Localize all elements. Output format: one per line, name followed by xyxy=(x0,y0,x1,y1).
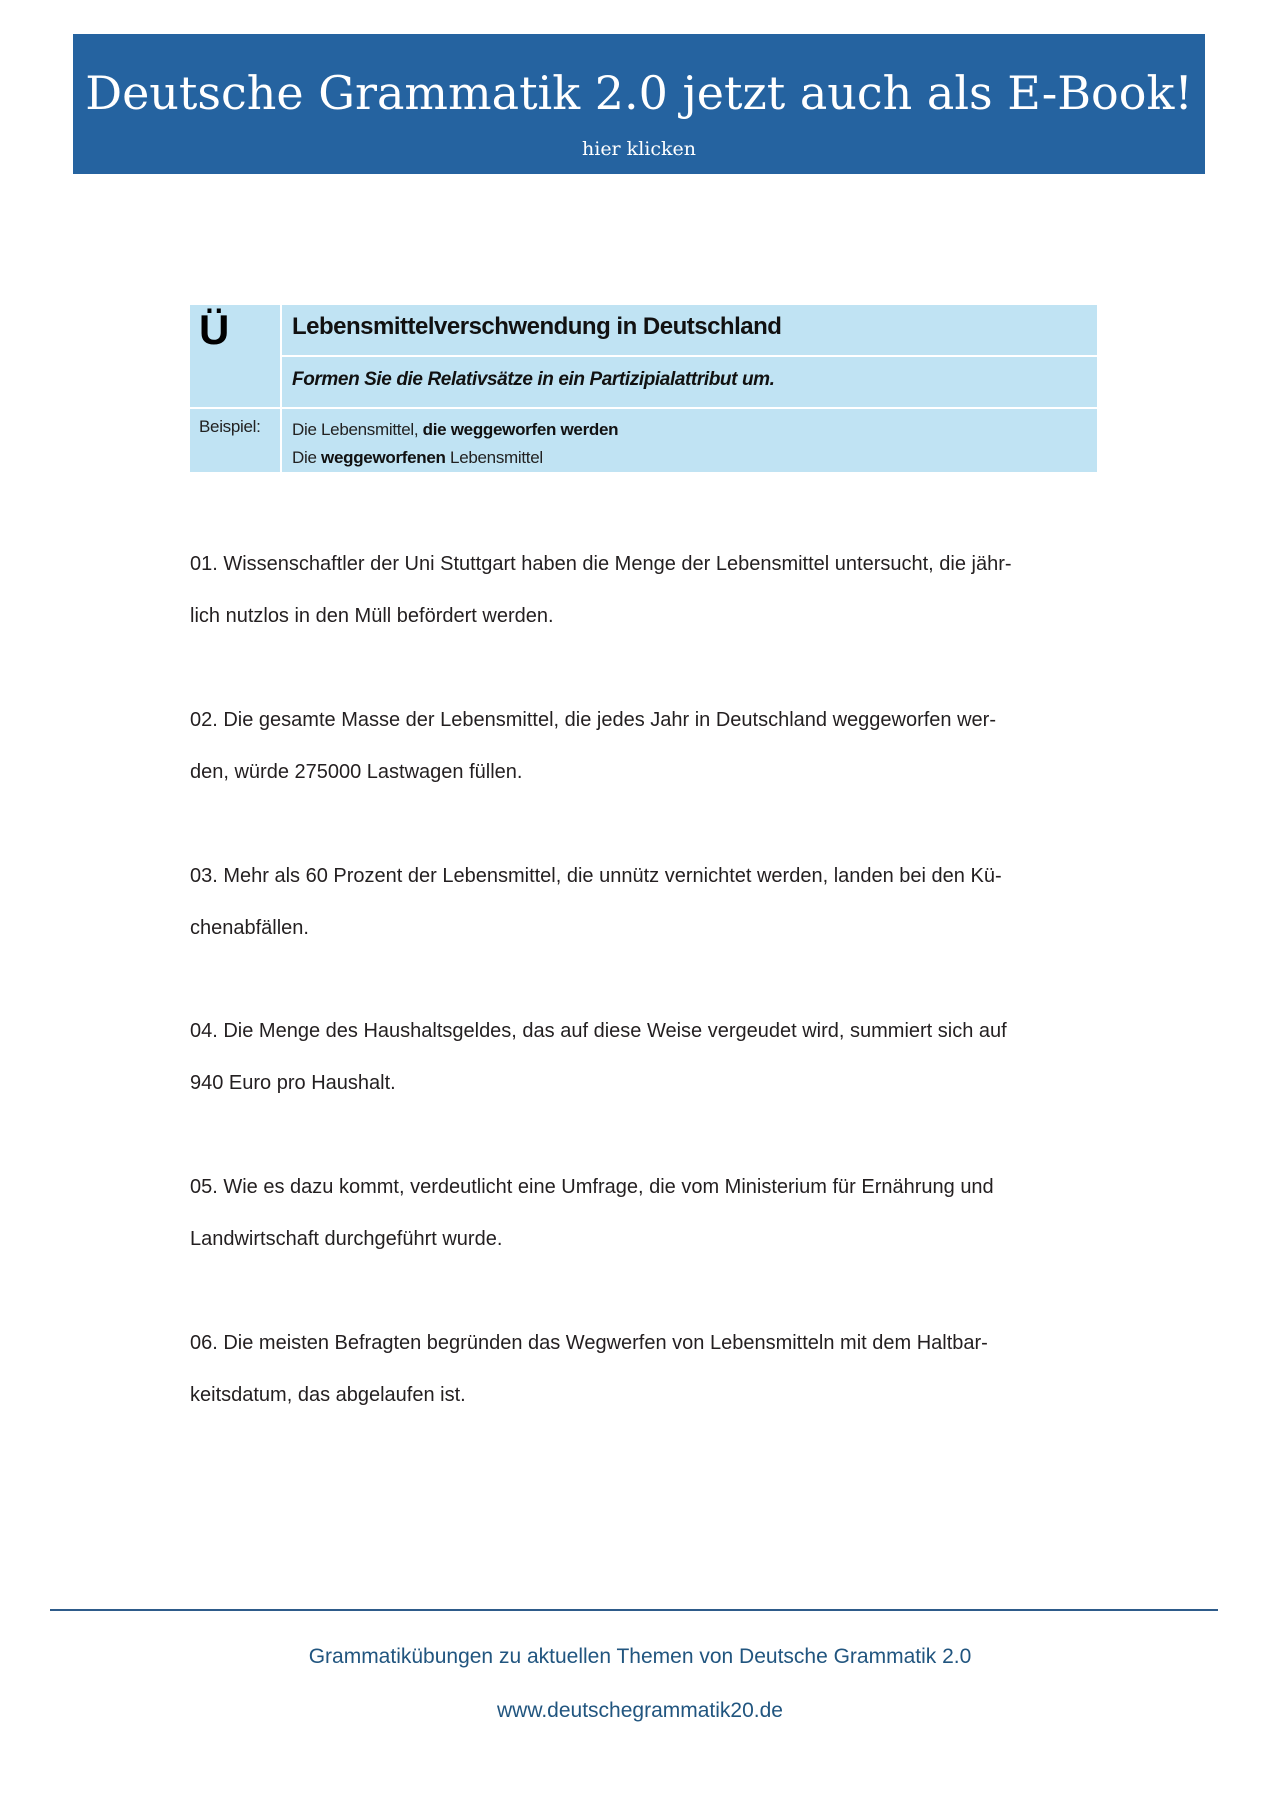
exercise-line: 940 Euro pro Haushalt. xyxy=(190,1072,396,1094)
example-label: Beispiel: xyxy=(190,409,282,472)
exercise-line: 02. Die gesamte Masse der Lebensmittel, die jedes Jahr in Deutschland weggeworfen wer- xyxy=(190,709,996,731)
example-line-1-bold: die weggeworfen werden xyxy=(422,420,619,439)
exercise-line: 06. Die meisten Befragten begründen das Wegwerfen von Lebensmitteln mit dem Haltbar- xyxy=(190,1332,988,1354)
exercise-item-5 xyxy=(190,1161,1110,1265)
exercise-line: Landwirtschaft durchgeführt wurde. xyxy=(190,1228,503,1250)
exercise-item-3 xyxy=(190,850,1110,954)
exercise-item-2 xyxy=(190,694,1110,798)
exercise-line: 04. Die Menge des Haushaltsgeldes, das auf diese Weise vergeudet wird, summiert sich auf xyxy=(190,1020,1007,1042)
exercise-line: 01. Wissenschaftler der Uni Stuttgart haben die Menge der Lebensmittel untersucht, die jähr- xyxy=(190,553,1012,575)
exercise-line: lich nutzlos in den Müll befördert werden. xyxy=(190,605,554,627)
exercise-line: 03. Mehr als 60 Prozent der Lebensmittel, die unnütz vernichtet werden, landen bei den Kü- xyxy=(190,865,1002,887)
exercise-marker: Ü xyxy=(199,306,230,353)
footer-url-link[interactable]: www.deutschegrammatik20.de xyxy=(497,1699,783,1722)
exercise-instruction: Formen Sie die Relativsätze in ein Partizipialattribut um. xyxy=(282,357,1097,409)
example-content xyxy=(282,409,1097,472)
footer-divider xyxy=(50,1609,1218,1611)
banner-link[interactable]: hier klicken xyxy=(582,138,696,160)
exercise-item-1 xyxy=(190,538,1110,642)
exercise-line: keitsdatum, das abgelaufen ist. xyxy=(190,1384,466,1406)
example-line-2-text-after: Lebensmittel xyxy=(445,448,543,467)
example-line-1 xyxy=(292,416,1097,444)
example-line-2-text-before: Die xyxy=(292,448,322,467)
exercise-header-table xyxy=(190,305,1097,472)
example-line-1-text: Die Lebensmittel, xyxy=(292,420,423,439)
example-line-2 xyxy=(292,444,1097,472)
example-line-2-bold: weggeworfenen xyxy=(321,448,446,467)
exercise-item-4 xyxy=(190,1005,1110,1109)
exercise-line: 05. Wie es dazu kommt, verdeutlicht eine Umfrage, die vom Ministerium für Ernährung und xyxy=(190,1176,994,1198)
exercise-line: chenabfällen. xyxy=(190,917,309,939)
banner-title: Deutsche Grammatik 2.0 jetzt auch als E-Book! xyxy=(85,66,1193,120)
exercise-item-6 xyxy=(190,1317,1110,1421)
footer-tagline: Grammatikübungen zu aktuellen Themen von Deutsche Grammatik 2.0 xyxy=(308,1645,972,1668)
exercise-title: Lebensmittelverschwendung in Deutschland xyxy=(282,305,1097,357)
exercise-marker-cell xyxy=(190,305,282,409)
ebook-banner[interactable] xyxy=(73,34,1205,174)
exercise-line: den, würde 275000 Lastwagen füllen. xyxy=(190,761,523,783)
